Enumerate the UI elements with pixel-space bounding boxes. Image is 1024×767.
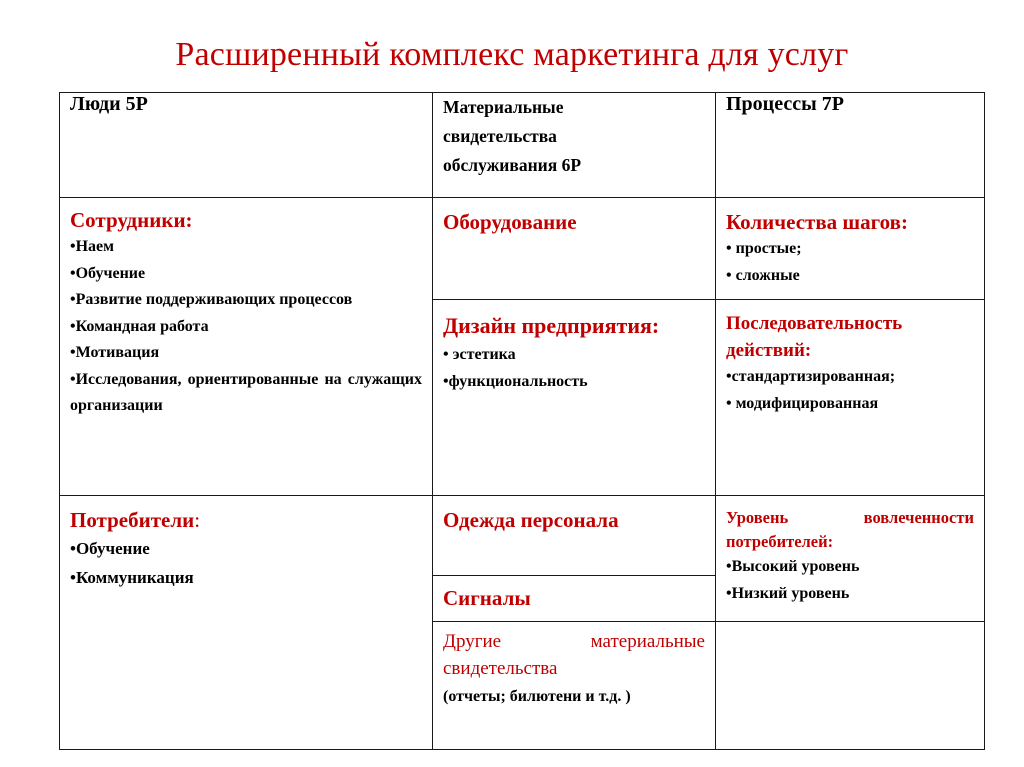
list-item: •Высокий уровень <box>726 558 860 575</box>
header-physical-line-3: обслуживания 6Р <box>443 155 582 175</box>
list-item: •Мотивация <box>70 344 160 361</box>
uniform-heading: Одежда персонала <box>443 508 619 532</box>
list-item: •Развитие поддерживающих процессов <box>70 291 353 308</box>
list-item: •Командная работа <box>70 317 209 335</box>
equipment-heading: Оборудование <box>443 210 577 234</box>
consumers-list <box>70 534 422 592</box>
list-item: •Исследования, ориентированные на служащих организации <box>70 370 422 414</box>
steps-heading: Количества шагов: <box>726 210 908 234</box>
marketing-mix-table <box>59 92 985 750</box>
uniform-cell <box>433 496 716 576</box>
table-row <box>60 198 985 300</box>
employees-heading: Сотрудники: <box>70 208 193 232</box>
table-row <box>60 496 985 576</box>
list-item: • модифицированная <box>726 394 879 412</box>
equipment-cell <box>433 198 716 300</box>
consumers-cell <box>60 496 433 750</box>
consumers-heading: Потребители: <box>70 508 201 532</box>
slide-title: Расширенный комплекс маркетинга для услуг <box>175 36 849 73</box>
steps-cell <box>716 198 985 300</box>
list-item: •Обучение <box>70 264 146 282</box>
list-item: •Обучение <box>70 539 150 558</box>
list-item: •стандартизированная; <box>726 368 896 385</box>
header-physical-evidence <box>433 93 716 198</box>
header-processes-label: Процессы 7Р <box>726 93 844 115</box>
list-item: •Низкий уровень <box>726 584 850 602</box>
other-evidence-cell <box>433 622 716 750</box>
sequence-list <box>726 364 974 417</box>
list-item: •функциональность <box>443 372 588 390</box>
empty-cell <box>716 622 985 750</box>
employees-list <box>70 234 422 420</box>
header-processes <box>716 93 985 198</box>
involvement-cell <box>716 496 985 622</box>
involvement-heading: Уровень вовлеченности потребителей: <box>726 508 974 551</box>
involvement-list <box>726 554 974 607</box>
header-people <box>60 93 433 198</box>
signals-heading: Сигналы <box>443 586 531 610</box>
sequence-cell <box>716 300 985 496</box>
list-item: •Наем <box>70 238 115 255</box>
design-heading: Дизайн предприятия: <box>443 313 660 338</box>
list-item: • простые; <box>726 240 802 257</box>
design-list <box>443 342 705 395</box>
list-item: • сложные <box>726 266 800 284</box>
list-item: • эстетика <box>443 346 516 363</box>
header-physical-line-2: свидетельства <box>443 126 557 146</box>
steps-list <box>726 236 974 289</box>
table-header-row <box>60 93 985 198</box>
list-item: •Коммуникация <box>70 568 194 587</box>
other-evidence-note: (отчеты; билютени и т.д. ) <box>443 688 631 705</box>
signals-cell <box>433 576 716 622</box>
header-physical-line-1: Материальные <box>443 97 564 117</box>
sequence-heading: Последовательность действий: <box>726 313 903 361</box>
design-cell <box>433 300 716 496</box>
other-evidence-heading: Другие материальные свидетельства <box>443 631 705 679</box>
employees-cell <box>60 198 433 496</box>
header-people-label: Люди 5Р <box>70 93 148 115</box>
